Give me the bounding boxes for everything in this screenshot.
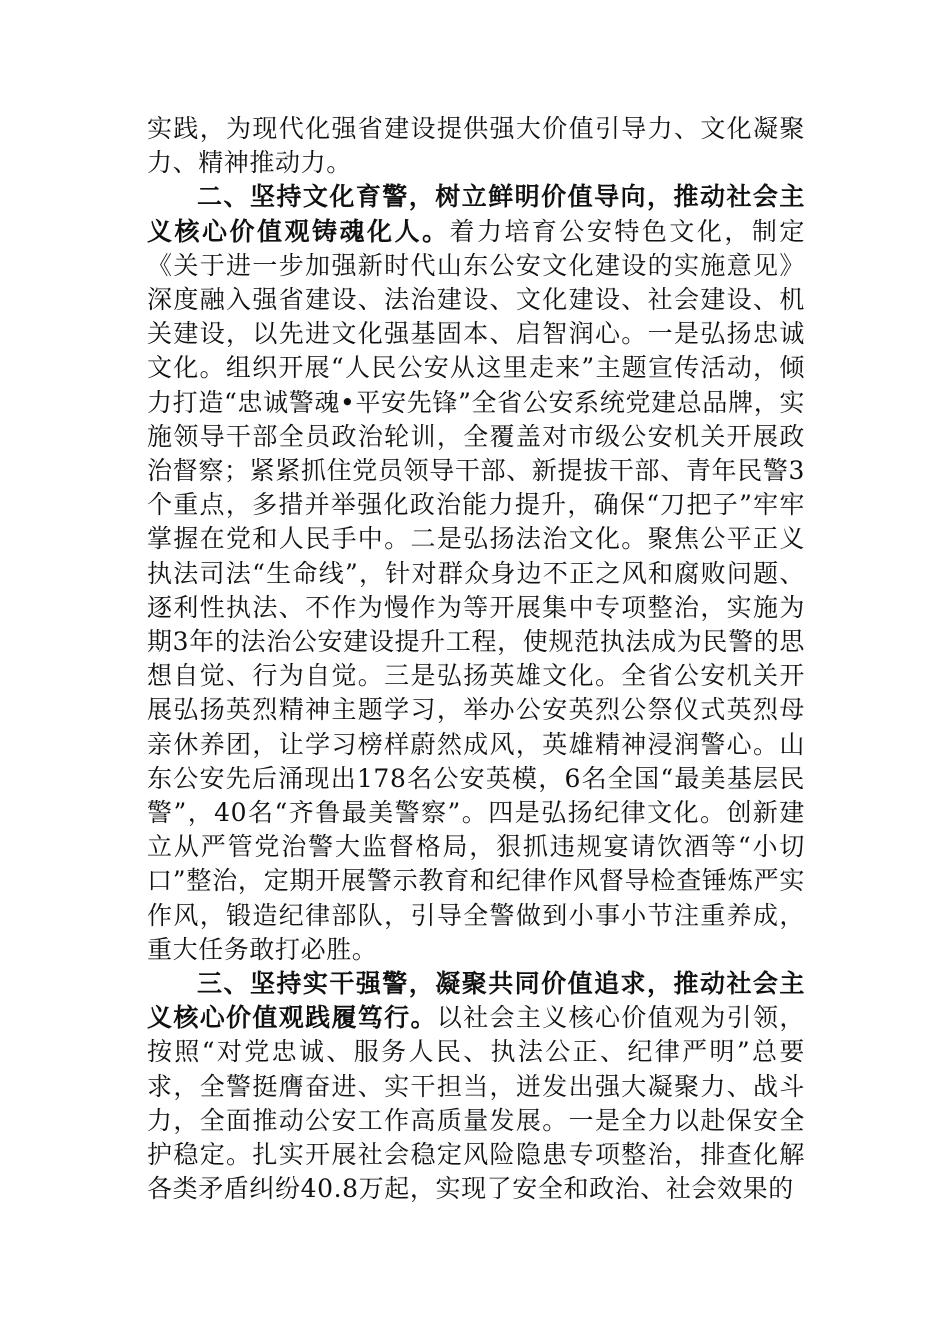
section-3-body: 以社会主义核心价值观为引领，按照“对党忠诚、服务人民、执法公正、纪律严明”总要求，全警挺膺奋进、实干担当，迸发出强大凝聚力、战斗力，全面推动公安工作高质量发展。一是全力以赴保安全护稳定。扎实开展社会稳定风险隐患专项整治，排查化解各类矛盾纠纷40.8万起，实现了安全和政治、社会效果的 (147, 1003, 805, 1204)
section-2-heading: 二、坚持文化育警，树立鲜明价值导向，推动社会主义核心价值观铸魂化人。 (147, 182, 805, 246)
paragraph-section-2 (147, 180, 805, 967)
paragraph-intro: 实践，为现代化强省建设提供强大价值引导力、文化凝聚力、精神推动力。 (147, 114, 805, 178)
paragraph-section-3 (147, 967, 805, 1206)
section-2-body: 着力培育公安特色文化，制定《关于进一步加强新时代山东公安文化建设的实施意见》深度融入强省建设、法治建设、文化建设、社会建设、机关建设，以先进文化强基固本、启智润心。一是弘扬忠诚文化。组织开展“人民公安从这里走来”主题宣传活动，倾力打造“忠诚警魂•平安先锋”全省公安系统党建总品牌，实施领导干部全员政治轮训，全覆盖对市级公安机关开展政治督察；紧紧抓住党员领导干部、新提拔干部、青年民警3个重点，多措并举强化政治能力提升，确保“刀把子”牢牢掌握在党和人民手中。二是弘扬法治文化。聚焦公平正义执法司法“生命线”，针对群众身边不正之风和腐败问题、逐利性执法、不作为慢作为等开展集中专项整治，实施为期3年的法治公安建设提升工程，使规范执法成为民警的思想自觉、行为自觉。三是弘扬英雄文化。全省公安机关开展弘扬英烈精神主题学习，举办公安英烈公祭仪式英烈母亲休养团，让学习榜样蔚然成风，英雄精神浸润警心。山东公安先后涌现出178名公安英模，6名全国“最美基层民警”，40名“齐鲁最美警察”。四是弘扬纪律文化。创新建立从严管党治警大监督格局，狠抓违规宴请饮酒等“小切口”整治，定期开展警示教育和纪律作风督导检查锤炼严实作风，锻造纪律部队，引导全警做到小事小节注重养成，重大任务敢打必胜。 (147, 216, 805, 964)
section-3-heading: 三、坚持实干强警，凝聚共同价值追求，推动社会主义核心价值观践履笃行。 (147, 969, 805, 1033)
document-body (147, 112, 805, 1207)
